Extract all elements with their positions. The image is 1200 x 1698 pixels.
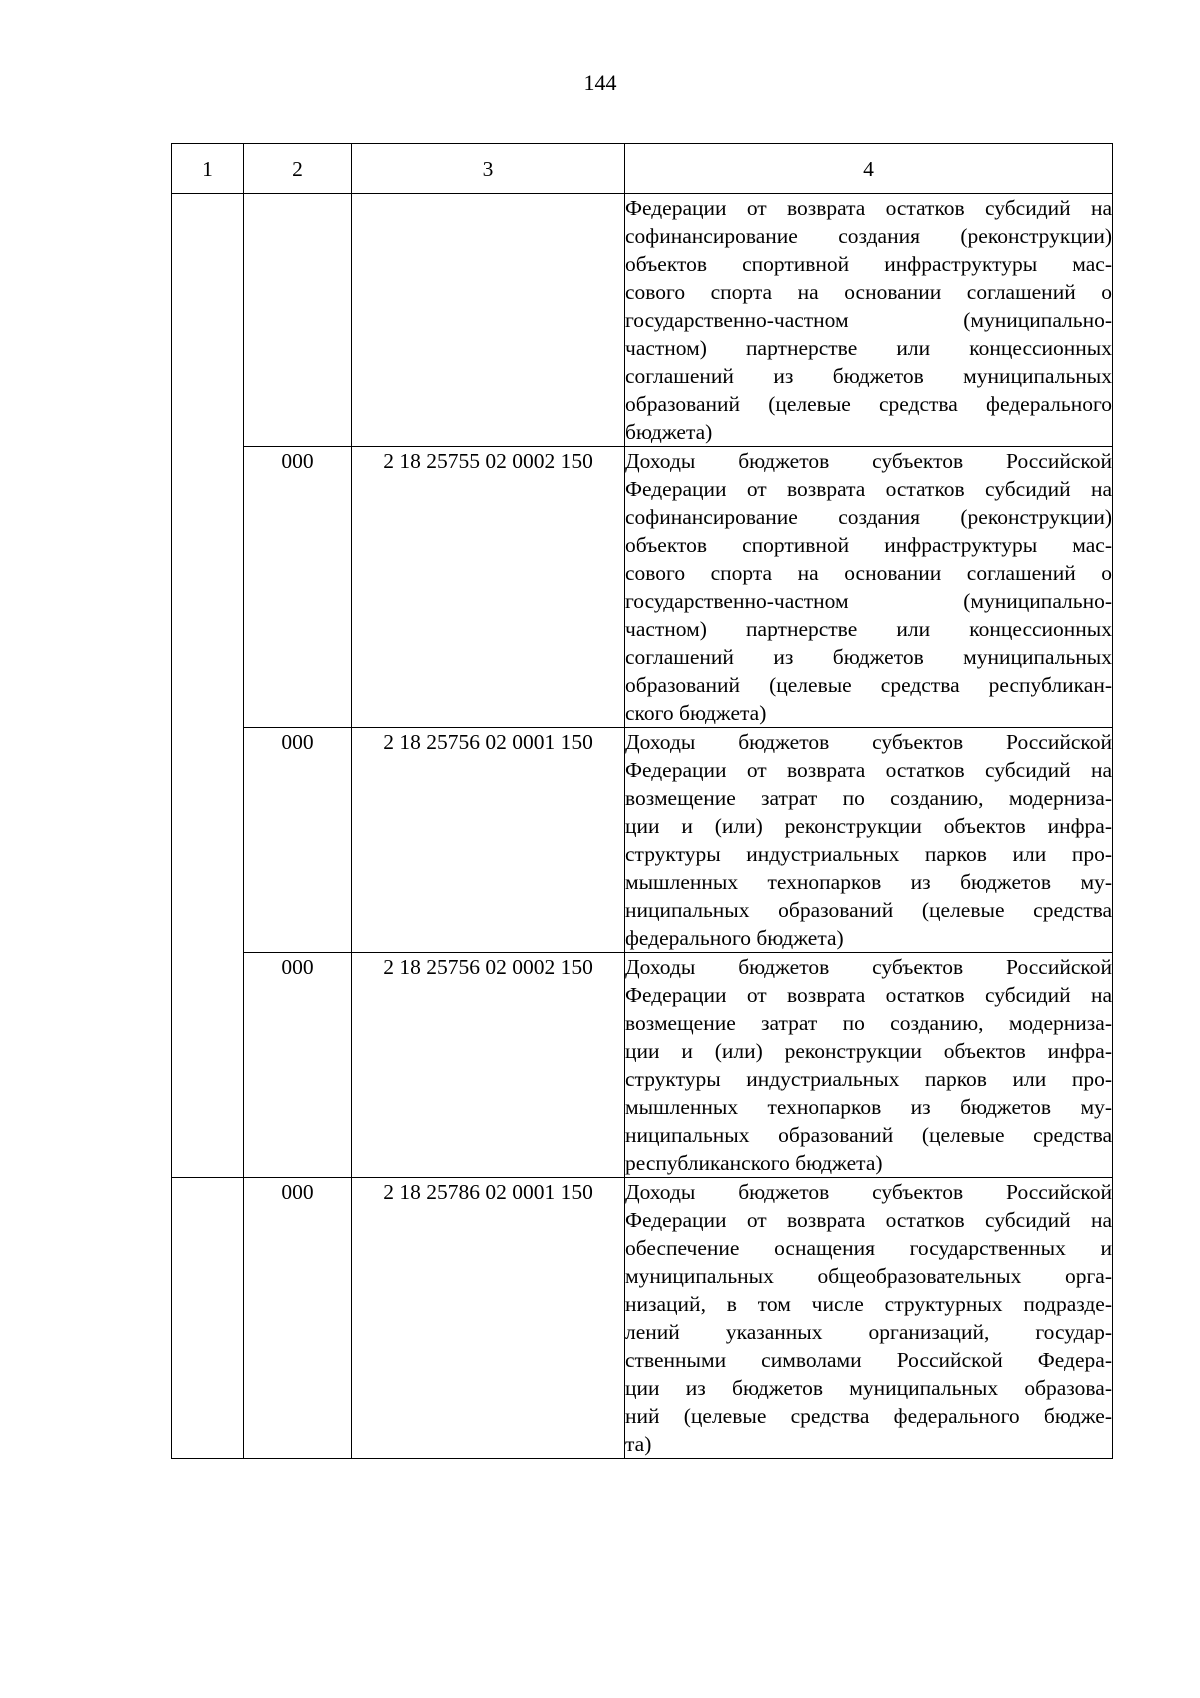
description-line: сового спорта на основании соглашений о	[625, 280, 1112, 304]
description-line: мышленных технопарков из бюджетов му-	[625, 1095, 1112, 1119]
description-line: Федерации от возврата остатков субсидий на	[625, 477, 1112, 501]
cell-col-1	[172, 1178, 244, 1459]
description-line: объектов спортивной инфраструктуры мас-	[625, 533, 1112, 557]
description-line: возмещение затрат по созданию, модерниза-	[625, 1011, 1112, 1035]
description-line: республиканского бюджета)	[625, 1151, 883, 1175]
cell-col-2: 000	[244, 953, 352, 1178]
description-line: софинансирование создания (реконструкции)	[625, 224, 1112, 248]
cell-description	[625, 447, 1113, 728]
description-line: Федерации от возврата остатков субсидий на	[625, 983, 1112, 1007]
cell-budget-code: 2 18 25756 02 0002 150	[352, 953, 625, 1178]
header-col-1: 1	[172, 144, 244, 194]
description-line: федерального бюджета)	[625, 926, 844, 950]
description-line: сового спорта на основании соглашений о	[625, 561, 1112, 585]
table-row	[172, 447, 1113, 728]
description-line: ниципальных образований (целевые средства	[625, 898, 1112, 922]
description-line: ции и (или) реконструкции объектов инфра-	[625, 1039, 1112, 1063]
description-line: структуры индустриальных парков или про-	[625, 1067, 1112, 1091]
description-line: соглашений из бюджетов муниципальных	[625, 364, 1112, 388]
cell-col-1	[172, 194, 244, 447]
cell-budget-code: 2 18 25756 02 0001 150	[352, 728, 625, 953]
header-col-4: 4	[625, 144, 1113, 194]
budget-revenue-table	[171, 143, 1113, 1459]
description-line: Доходы бюджетов субъектов Российской	[625, 730, 1112, 754]
description-line: образований (целевые средства федерального	[625, 392, 1112, 416]
description-line: объектов спортивной инфраструктуры мас-	[625, 252, 1112, 276]
description-line: Доходы бюджетов субъектов Российской	[625, 449, 1112, 473]
description-line: Федерации от возврата остатков субсидий на	[625, 758, 1112, 782]
description-line: государственно-частном (муниципально-	[625, 589, 1112, 613]
cell-budget-code: 2 18 25786 02 0001 150	[352, 1178, 625, 1459]
description-line: частном) партнерстве или концессионных	[625, 617, 1112, 641]
description-line: государственно-частном (муниципально-	[625, 308, 1112, 332]
cell-description	[625, 953, 1113, 1178]
description-line: низаций, в том числе структурных подразде-	[625, 1292, 1112, 1316]
cell-col-2: 000	[244, 447, 352, 728]
header-col-3: 3	[352, 144, 625, 194]
description-line: ции из бюджетов муниципальных образова-	[625, 1376, 1112, 1400]
cell-budget-code	[352, 194, 625, 447]
cell-budget-code: 2 18 25755 02 0002 150	[352, 447, 625, 728]
page-number: 144	[583, 70, 617, 95]
description-line: Доходы бюджетов субъектов Российской	[625, 1180, 1112, 1204]
cell-col-1	[172, 447, 244, 728]
description-line: обеспечение оснащения государственных и	[625, 1236, 1112, 1260]
description-line: бюджета)	[625, 420, 713, 444]
table-body	[172, 194, 1113, 1459]
table-header-row	[172, 144, 1113, 194]
description-line: Федерации от возврата остатков субсидий на	[625, 1208, 1112, 1232]
description-line: ственными символами Российской Федера-	[625, 1348, 1112, 1372]
cell-col-1	[172, 953, 244, 1178]
table-row	[172, 728, 1113, 953]
cell-col-2	[244, 194, 352, 447]
cell-description	[625, 194, 1113, 447]
description-line: Доходы бюджетов субъектов Российской	[625, 955, 1112, 979]
cell-col-2: 000	[244, 728, 352, 953]
cell-col-1	[172, 728, 244, 953]
description-line: ции и (или) реконструкции объектов инфра-	[625, 814, 1112, 838]
description-line: софинансирование создания (реконструкции)	[625, 505, 1112, 529]
description-line: мышленных технопарков из бюджетов му-	[625, 870, 1112, 894]
header-col-2: 2	[244, 144, 352, 194]
cell-description	[625, 728, 1113, 953]
description-line: структуры индустриальных парков или про-	[625, 842, 1112, 866]
cell-col-2: 000	[244, 1178, 352, 1459]
description-line: возмещение затрат по созданию, модерниза-	[625, 786, 1112, 810]
table-row	[172, 194, 1113, 447]
description-line: соглашений из бюджетов муниципальных	[625, 645, 1112, 669]
table-row	[172, 1178, 1113, 1459]
table-row	[172, 953, 1113, 1178]
cell-description	[625, 1178, 1113, 1459]
description-line: Федерации от возврата остатков субсидий на	[625, 196, 1112, 220]
description-line: муниципальных общеобразовательных орга-	[625, 1264, 1112, 1288]
description-line: лений указанных организаций, государ-	[625, 1320, 1112, 1344]
description-line: ского бюджета)	[625, 701, 767, 725]
description-line: ний (целевые средства федерального бюдже-	[625, 1404, 1112, 1428]
description-line: ниципальных образований (целевые средства	[625, 1123, 1112, 1147]
description-line: та)	[625, 1432, 652, 1456]
description-line: образований (целевые средства республикан-	[625, 673, 1112, 697]
description-line: частном) партнерстве или концессионных	[625, 336, 1112, 360]
